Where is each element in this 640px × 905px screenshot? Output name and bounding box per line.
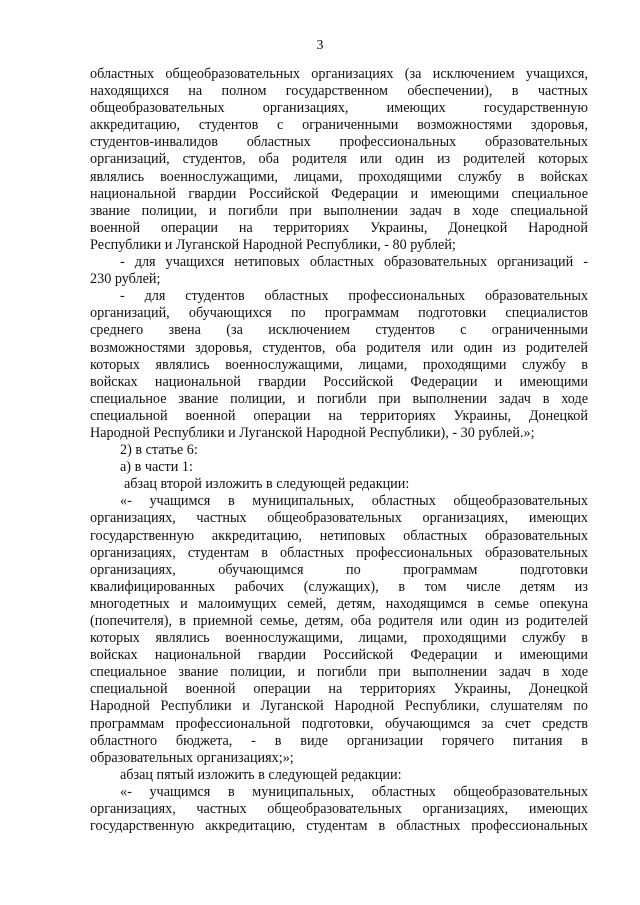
text-line: «- учащимся в муниципальных, областных общеобразовательных <box>120 493 588 510</box>
text-line: специальной военной операции на территориях Украины, Донецкой <box>90 407 588 424</box>
text-line: организациях, частных общеобразовательных организациях, имеющих <box>90 510 588 527</box>
text-line: являлись военнослужащими, лицами, проходящими службу в войсках <box>90 168 588 185</box>
text-line: звание полиции, и погибли при выполнении задач в ходе специальной <box>90 202 588 219</box>
text-line: государственную аккредитацию, студентам в областных профессиональных <box>90 818 588 835</box>
text-line: специальной военной операции на территориях Украины, Донецкой <box>90 681 588 698</box>
text-line: национальной гвардии Российской Федерации и имеющими специальное <box>90 185 588 202</box>
text-line: - для учащихся нетиповых областных образовательных организаций - <box>120 254 588 271</box>
text-line: программам профессиональной подготовки, обучающимся за счет средств <box>90 715 588 732</box>
text-line: Народной Республики и Луганской Народной Республики), - 30 рублей.»; <box>90 424 535 441</box>
text-line: возможностями здоровья, студентов, оба родителя или один из родителей <box>90 339 588 356</box>
text-line: 230 рублей; <box>90 271 161 288</box>
text-line: организациях, частных общеобразовательных организациях, имеющих <box>90 801 588 818</box>
text-line: находящихся на полном государственном обеспечении), в частных <box>90 83 588 100</box>
text-line: организаций, обучающихся по программам подготовки специалистов <box>90 305 588 322</box>
text-line: общеобразовательных организациях, имеющих государственную <box>90 100 588 117</box>
text-line: которых являлись военнослужащими, лицами, проходящими службу в <box>90 356 588 373</box>
document-body-text <box>90 66 588 835</box>
text-line: абзац пятый изложить в следующей редакции: <box>120 766 402 783</box>
text-line: войсках национальной гвардии Российской Федерации и имеющими <box>90 373 588 390</box>
text-line: областных общеобразовательных организациях (за исключением учащихся, <box>90 66 588 82</box>
text-line: «- учащимся в муниципальных, областных общеобразовательных <box>120 783 588 800</box>
text-line: областного бюджета, - в виде организации горячего питания в <box>90 732 588 749</box>
text-line: - для студентов областных профессиональных образовательных <box>120 288 588 305</box>
text-line: Народной Республики и Луганской Народной Республики, слушателям по <box>90 698 588 715</box>
text-line: государственную аккредитацию, нетиповых областных образовательных <box>90 527 588 544</box>
text-line: организациях, обучающимся по программам подготовки <box>90 561 588 578</box>
text-line: войсках национальной гвардии Российской Федерации и имеющими <box>90 647 588 664</box>
text-line: аккредитацию, студентов с ограниченными возможностями здоровья, <box>90 117 588 134</box>
text-line: специальное звание полиции, и погибли при выполнении задач в ходе <box>90 390 588 407</box>
text-line: организациях, студентам в областных профессиональных образовательных <box>90 544 588 561</box>
text-line: абзац второй изложить в следующей редакции: <box>124 476 410 493</box>
text-line: квалифицированных рабочих (служащих), в том числе детям из <box>90 578 588 595</box>
text-line: среднего звена (за исключением студентов с ограниченными <box>90 322 588 339</box>
text-line: которых являлись военнослужащими, лицами, проходящими службу в <box>90 630 588 647</box>
text-line: а) в части 1: <box>120 459 193 476</box>
text-line: Республики и Луганской Народной Республики, - 80 рублей; <box>90 236 456 253</box>
text-line: военной операции на территориях Украины, Донецкой Народной <box>90 219 588 236</box>
text-line: образовательных организациях;»; <box>90 749 294 766</box>
text-line: специальное звание полиции, и погибли при выполнении задач в ходе <box>90 664 588 681</box>
text-line: (попечителя), в приемной семье, детям, оба родителя или один из родителей <box>90 613 588 629</box>
text-line: многодетных и малоимущих семей, детям, находящимся в семье опекуна <box>90 595 588 612</box>
page-number: 3 <box>316 38 324 53</box>
text-line: 2) в статье 6: <box>120 442 198 459</box>
text-line: студентов-инвалидов областных профессиональных образовательных <box>90 134 588 151</box>
text-line: организаций, студентов, оба родителя или один из родителей которых <box>90 151 588 168</box>
